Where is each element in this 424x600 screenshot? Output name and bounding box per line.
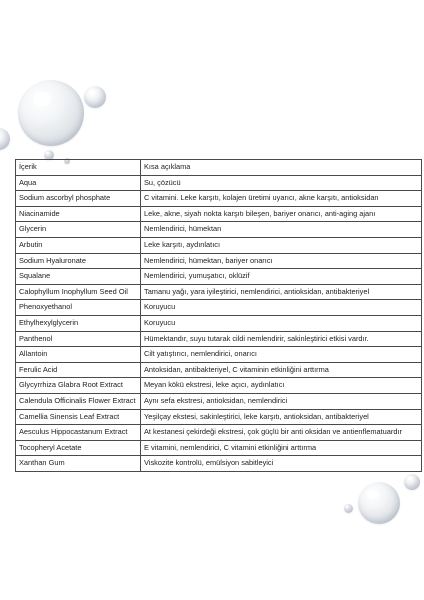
ingredient-name: Sodium Hyaluronate [16,253,141,269]
ingredient-description: Yeşilçay ekstesi, sakinleştirici, leke karşıtı, antioksidan, antibakteriyel [141,409,422,425]
water-droplet-edge [0,128,10,150]
ingredient-description: Aynı sefa ekstresi, antioksidan, nemlendirici [141,393,422,409]
table-row [16,362,422,378]
table-row [16,222,422,238]
table-row [16,347,422,363]
ingredient-name: Glycyrrhiza Glabra Root Extract [16,378,141,394]
table-row [16,300,422,316]
table-header-row [16,160,422,176]
ingredient-description: Koruyucu [141,300,422,316]
table-row [16,206,422,222]
ingredient-name: Sodium ascorbyl phosphate [16,191,141,207]
ingredient-description: E vitamini, nemlendirici, C vitamini etkinliğini arttırma [141,440,422,456]
table-row [16,315,422,331]
table-row [16,456,422,472]
table-row [16,409,422,425]
ingredient-description: Hümektandır, suyu tutarak cildi nemlendirir, sakinleştirici etkisi vardır. [141,331,422,347]
ingredient-description: C vitamini. Leke karşıtı, kolajen üretimi uyarıcı, akne karşıtı, antioksidan [141,191,422,207]
table-row [16,331,422,347]
ingredient-name: Panthenol [16,331,141,347]
ingredient-name: Aesculus Hippocastanum Extract [16,425,141,441]
water-droplet-small [344,504,353,513]
table-row [16,269,422,285]
ingredient-name: Phenoxyethanol [16,300,141,316]
ingredient-name: Aqua [16,175,141,191]
ingredient-name: Calophyllum Inophyllum Seed Oil [16,284,141,300]
table-row [16,378,422,394]
ingredient-name: Squalane [16,269,141,285]
table-row [16,237,422,253]
ingredient-description: Antoksidan, antibakteriyel, C vitaminin etkinliğini arttırma [141,362,422,378]
water-droplet-medium [84,86,106,108]
table-row [16,284,422,300]
ingredient-name: Arbutin [16,237,141,253]
table-row [16,191,422,207]
water-droplet-medium [404,474,420,490]
ingredient-description: Meyan kökü ekstresi, leke açıcı, aydınlatıcı [141,378,422,394]
table-row [16,425,422,441]
ingredient-name: Camellia Sinensis Leaf Extract [16,409,141,425]
ingredient-description: Leke, akne, siyah nokta karşıtı bileşen, bariyer onarıcı, anti-aging ajanı [141,206,422,222]
ingredient-description: Nemlendirici, yumuşatıcı, oklüzif [141,269,422,285]
ingredient-name: Tocopheryl Acetate [16,440,141,456]
header-description: Kısa açıklama [141,160,422,176]
table-row [16,440,422,456]
table-row [16,253,422,269]
ingredient-name: Glycerin [16,222,141,238]
table-row [16,175,422,191]
ingredient-description: Tamanu yağı, yara iyileştirici, nemlendirici, antioksidan, antibakteriyel [141,284,422,300]
water-droplet-large [18,80,84,146]
table-row [16,393,422,409]
ingredient-name: Calendula Officinalis Flower Extract [16,393,141,409]
ingredient-description: Nemlendirici, hümektan [141,222,422,238]
ingredient-name: Xanthan Gum [16,456,141,472]
ingredient-description: Viskozite kontrolü, emülsiyon sabitleyici [141,456,422,472]
ingredient-description: At kestanesi çekirdeği ekstresi, çok güçlü bir anti oksidan ve antienflematuardır [141,425,422,441]
water-droplet-large [358,482,400,524]
ingredient-name: Allantoin [16,347,141,363]
ingredient-description: Leke karşıtı, aydınlatıcı [141,237,422,253]
ingredient-description: Koruyucu [141,315,422,331]
ingredient-name: Niacinamide [16,206,141,222]
ingredient-name: Ferulic Acid [16,362,141,378]
ingredient-description: Nemlendirici, hümektan, bariyer onarıcı [141,253,422,269]
header-ingredient: İçerik [16,160,141,176]
ingredients-table [15,159,422,472]
ingredient-description: Su, çözücü [141,175,422,191]
ingredient-description: Cilt yatıştırıcı, nemlendirici, onarıcı [141,347,422,363]
ingredient-name: Ethylhexylglycerin [16,315,141,331]
